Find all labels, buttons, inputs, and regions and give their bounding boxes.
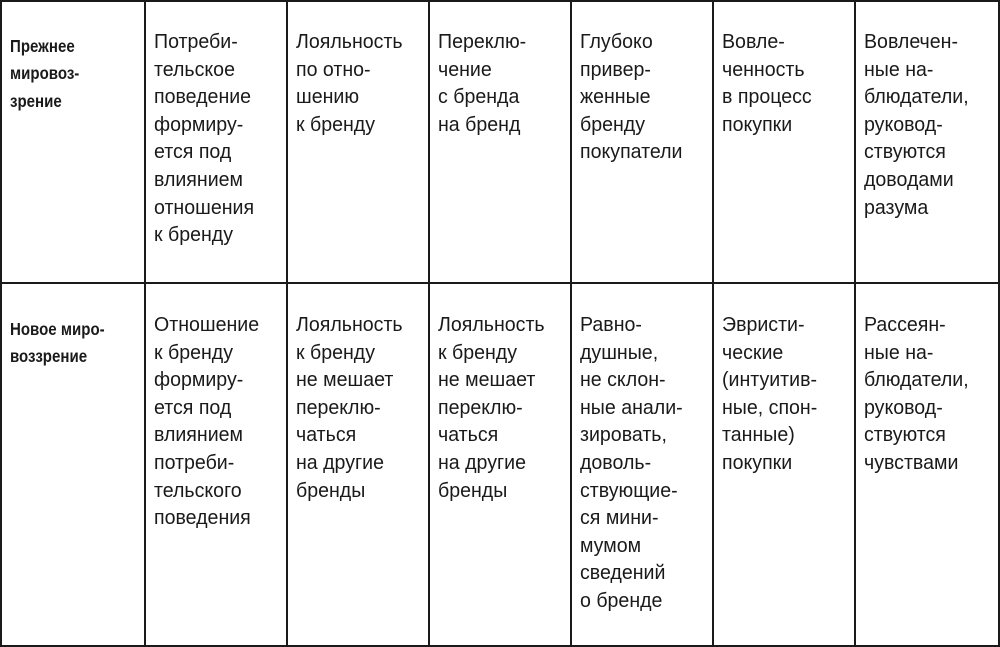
- cell-text: [154, 28, 288, 249]
- text-line: влиянием: [154, 167, 244, 191]
- text-line: блюдатели,: [864, 368, 969, 392]
- text-line: танные): [722, 423, 795, 447]
- table-cell: [572, 284, 714, 647]
- table-cell: [430, 284, 572, 647]
- table-cell: [856, 284, 998, 647]
- text-line: формиру-: [154, 368, 244, 392]
- text-line: Переклю-: [438, 30, 527, 53]
- text-line: душные,: [580, 340, 659, 364]
- cell-text: [864, 28, 998, 221]
- text-line: Рассеян-: [864, 313, 946, 336]
- text-line: чение: [438, 57, 492, 81]
- table-row-old-worldview: [2, 2, 998, 284]
- text-line: шению: [296, 85, 360, 109]
- text-line: женные: [580, 85, 651, 109]
- cell-text: [580, 311, 714, 615]
- text-line: чаться: [296, 423, 357, 447]
- table-cell: [288, 284, 430, 647]
- text-line: не мешает: [438, 368, 536, 392]
- text-line: мумом: [580, 533, 642, 557]
- text-line: зировать,: [580, 423, 667, 447]
- text-line: не склон-: [580, 368, 666, 392]
- text-line: формиру-: [154, 112, 244, 136]
- text-line: покупатели: [580, 140, 683, 164]
- row-header-old: [2, 2, 146, 282]
- cell-text: [864, 311, 998, 477]
- row-header-new: [2, 284, 146, 647]
- text-line: руковод-: [864, 112, 943, 136]
- text-line: к бренду: [296, 112, 376, 136]
- text-line: мировоз-: [10, 63, 80, 84]
- cell-text: [722, 311, 856, 477]
- text-line: переклю-: [438, 395, 523, 419]
- table-cell: [856, 2, 998, 282]
- table-cell: [430, 2, 572, 282]
- text-line: к бренду: [154, 223, 234, 247]
- text-line: влиянием: [154, 423, 244, 447]
- text-line: ченность: [722, 57, 805, 81]
- text-line: поведение: [154, 85, 252, 109]
- text-line: доволь-: [580, 450, 652, 474]
- text-line: зрение: [10, 90, 62, 111]
- text-line: Вовле-: [722, 30, 785, 53]
- text-line: покупки: [722, 450, 793, 474]
- text-line: тельского: [154, 478, 242, 502]
- table-cell: [714, 284, 856, 647]
- text-line: бренды: [438, 478, 508, 502]
- text-line: ные на-: [864, 57, 934, 81]
- text-line: Лояльность: [438, 313, 545, 336]
- text-line: Отношение: [154, 313, 260, 336]
- text-line: потреби-: [154, 450, 235, 474]
- text-line: Новое миро-: [10, 319, 105, 339]
- text-line: Глубоко: [580, 30, 653, 53]
- text-line: к бренду: [438, 340, 518, 364]
- cell-text: [580, 28, 714, 166]
- text-line: по отно-: [296, 57, 371, 81]
- text-line: тельское: [154, 57, 235, 81]
- text-line: привер-: [580, 57, 651, 81]
- text-line: ется под: [154, 140, 232, 164]
- text-line: доводами: [864, 167, 954, 191]
- text-line: ные, спон-: [722, 395, 818, 419]
- text-line: покупки: [722, 112, 793, 136]
- table-cell: [146, 284, 288, 647]
- text-line: переклю-: [296, 395, 381, 419]
- text-line: чувствами: [864, 450, 959, 474]
- text-line: к бренду: [154, 340, 234, 364]
- row-label: [10, 28, 139, 115]
- text-line: ся мини-: [580, 506, 659, 530]
- text-line: ные анали-: [580, 395, 683, 419]
- text-line: ствующие-: [580, 478, 678, 502]
- text-line: на бренд: [438, 112, 521, 136]
- text-line: ствуются: [864, 140, 946, 164]
- text-line: отношения: [154, 195, 255, 219]
- cell-text: [438, 311, 572, 504]
- text-line: в процесс: [722, 85, 812, 109]
- text-line: руковод-: [864, 395, 943, 419]
- text-line: Прежнее: [10, 36, 75, 56]
- text-line: Равно-: [580, 313, 642, 336]
- text-line: к бренду: [296, 340, 376, 364]
- text-line: (интуитив-: [722, 368, 818, 392]
- text-line: бренду: [580, 112, 646, 136]
- cell-text: [296, 28, 430, 138]
- cell-text: [296, 311, 430, 504]
- text-line: чаться: [438, 423, 499, 447]
- text-line: поведения: [154, 506, 251, 530]
- text-line: ется под: [154, 395, 232, 419]
- text-line: о бренде: [580, 588, 663, 612]
- cell-text: [154, 311, 288, 532]
- text-line: Лояльность: [296, 313, 403, 336]
- text-line: бренды: [296, 478, 366, 502]
- row-label: [10, 311, 139, 371]
- cell-text: [722, 28, 856, 138]
- table-cell: [714, 2, 856, 282]
- table-row-new-worldview: [2, 284, 998, 647]
- text-line: Вовлечен-: [864, 30, 958, 53]
- cell-text: [438, 28, 572, 138]
- table-cell: [288, 2, 430, 282]
- text-line: не мешает: [296, 368, 394, 392]
- text-line: на другие: [296, 450, 384, 474]
- text-line: ные на-: [864, 340, 934, 364]
- table-cell: [572, 2, 714, 282]
- text-line: с бренда: [438, 85, 520, 109]
- text-line: сведений: [580, 561, 666, 585]
- text-line: блюдатели,: [864, 85, 969, 109]
- text-line: Лояльность: [296, 30, 403, 53]
- text-line: разума: [864, 195, 929, 219]
- text-line: ческие: [722, 340, 784, 364]
- text-line: Эвристи-: [722, 313, 805, 336]
- table-cell: [146, 2, 288, 282]
- text-line: на другие: [438, 450, 526, 474]
- text-line: воззрение: [10, 346, 88, 367]
- text-line: Потреби-: [154, 30, 238, 53]
- text-line: ствуются: [864, 423, 946, 447]
